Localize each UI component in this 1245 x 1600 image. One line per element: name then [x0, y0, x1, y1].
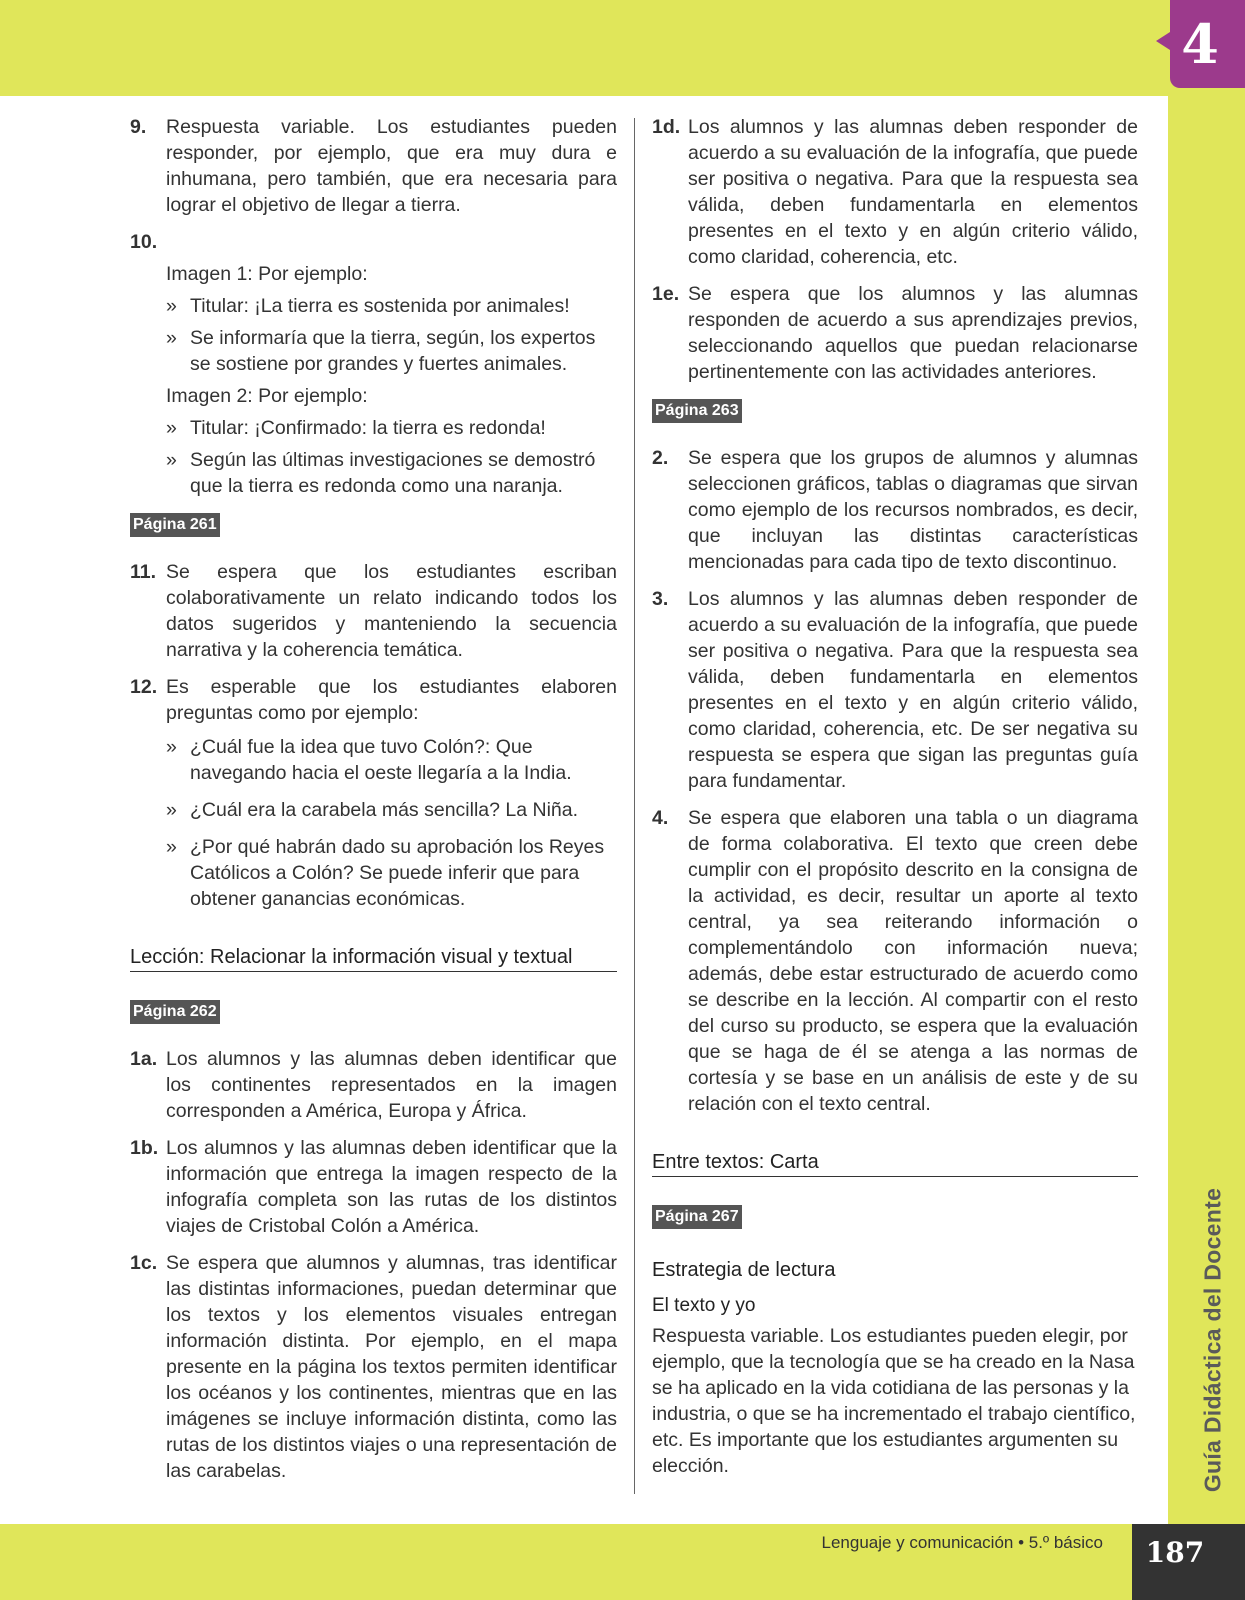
item-text: Se espera que los alumnos y las alumnas responden de acuerdo a sus aprendizajes previos, seleccionando aquellos que puedan relacionarse pertinentemente con las actividades anteriores.: [688, 283, 1138, 383]
left-column: [130, 114, 617, 1495]
item-text: Es esperable que los estudiantes elaboren preguntas como por ejemplo:: [166, 676, 617, 724]
answer-item: [130, 229, 617, 255]
list-item-text: Titular: ¡Confirmado: la tierra es redonda!: [190, 417, 546, 439]
item-text: Se espera que alumnos y alumnas, tras identificar las distintas informaciones, puedan determinar que los textos y los elementos visuales entregan información distinta. Por ejemplo, en el mapa presente en la página los textos permiten identificar los océanos y los continentes, mientras que en las imágenes se incluye información distinta, como las rutas de los distintos viajes o una representación de las carabelas.: [166, 1252, 617, 1482]
list-item: [130, 734, 617, 786]
item-number: 1e.: [652, 283, 680, 305]
item-number: 11.: [130, 561, 157, 583]
page-tag: Página 262: [130, 1000, 220, 1024]
list-item: [130, 293, 617, 319]
answer-item: [130, 1250, 617, 1484]
page-number-box: [1132, 1524, 1245, 1600]
list-item-text: ¿Por qué habrán dado su aprobación los Reyes Católicos a Colón? Se puede inferir que para obtener ganancias económicas.: [190, 836, 605, 910]
chapter-tab: [1170, 0, 1245, 88]
bullet-icon: »: [166, 449, 177, 471]
item-number: 12.: [130, 676, 158, 698]
list-item-text: Se informaría que la tierra, según, los expertos se sostiene por grandes y fuertes animales.: [190, 327, 596, 375]
answer-item: [130, 1046, 617, 1124]
item-text: Se espera que elaboren una tabla o un diagrama de forma colaborativa. El texto que creen debe cumplir con el propósito descrito en la consigna de la actividad, es decir, resultar un aporte al texto central, ya sea reiterando información o complementándolo con información nueva; además, debe estar estructurado de acuerdo como se describe en la lección. Al compartir con el resto del curso su producto, se espera que la evaluación que se haga de él se atenga a las normas de cortesía y se base en un análisis de este y de su relación con el texto central.: [688, 807, 1138, 1115]
item-text: Los alumnos y las alumnas deben identificar que los continentes representados en la imagen corresponden a América, Europa y África.: [166, 1048, 617, 1122]
page-tag: Página 261: [130, 513, 220, 537]
answer-item: [652, 805, 1138, 1117]
item-number: 1c.: [130, 1252, 158, 1274]
page-tag: Página 263: [652, 399, 742, 423]
list-item-text: ¿Cuál era la carabela más sencilla? La Niña.: [190, 799, 579, 821]
bullet-icon: »: [166, 417, 177, 439]
paragraph: Respuesta variable. Los estudiantes pueden elegir, por ejemplo, que la tecnología que se ha creado en la Nasa se ha aplicado en la vida cotidiana de las personas y la industria, o que se ha incrementado el trabajo científico, etc. Es importante que los estudiantes argumenten su elección.: [652, 1325, 1136, 1477]
section-subheading: El texto y yo: [652, 1295, 756, 1316]
footer-text: Lenguaje y comunicación • 5.º básico: [821, 1533, 1103, 1552]
item-number: 4.: [652, 807, 669, 829]
right-column: [652, 114, 1138, 1479]
lesson-heading: Entre textos: Carta: [652, 1149, 1138, 1177]
list-item: [130, 797, 617, 823]
answer-item: [652, 281, 1138, 385]
list-item: [130, 325, 617, 377]
item-number: 3.: [652, 588, 669, 610]
answer-item: [652, 114, 1138, 270]
item-number: 1a.: [130, 1048, 158, 1070]
list-item-text: Titular: ¡La tierra es sostenida por animales!: [190, 295, 570, 317]
item-text: Los alumnos y las alumnas deben identificar que la información que entrega la imagen respecto de la infografía completa son las rutas de los distintos viajes de Cristobal Colón a América.: [166, 1137, 617, 1237]
item-number: 9.: [130, 116, 147, 138]
bullet-icon: »: [166, 836, 177, 858]
example-label: Imagen 2: Por ejemplo:: [166, 385, 368, 407]
page-tag: Página 267: [652, 1205, 742, 1229]
bullet-icon: »: [166, 295, 177, 317]
top-band: [0, 0, 1245, 96]
column-divider: [634, 118, 635, 1494]
answer-item: [130, 559, 617, 663]
item-text: Respuesta variable. Los estudiantes pueden responder, por ejemplo, que era muy dura e inhumana, pero también, que era necesaria para lograr el objetivo de llegar a tierra.: [166, 116, 617, 216]
item-number: 2.: [652, 447, 669, 469]
example-label: Imagen 1: Por ejemplo:: [166, 263, 368, 285]
item-text: Los alumnos y las alumnas deben responder de acuerdo a su evaluación de la infografía, que puede ser positiva o negativa. Para que la respuesta sea válida, deben fundamentarla en elementos presentes en el texto y en algún criterio válido, como claridad, coherencia, etc. De ser negativa su respuesta se espera que sigan las preguntas guía para fundamentar.: [688, 588, 1138, 792]
list-item-text: ¿Cuál fue la idea que tuvo Colón?: Que navegando hacia el oeste llegaría a la India.: [190, 736, 572, 784]
chapter-number: 4: [1181, 12, 1219, 76]
list-item: [130, 834, 617, 912]
list-item-text: Según las últimas investigaciones se demostró que la tierra es redonda como una naranja.: [190, 449, 596, 497]
item-text: Se espera que los estudiantes escriban colaborativamente un relato indicando todos los datos sugeridos y manteniendo la secuencia narrativa y la coherencia temática.: [166, 561, 617, 661]
answer-item: [652, 445, 1138, 575]
item-number: 1d.: [652, 116, 681, 138]
answer-item: [130, 674, 617, 726]
answer-item: [652, 586, 1138, 794]
bullet-icon: »: [166, 799, 177, 821]
lesson-heading: Lección: Relacionar la información visual y textual: [130, 944, 617, 972]
list-item: [130, 447, 617, 499]
answer-item: [130, 1135, 617, 1239]
item-number: 1b.: [130, 1137, 159, 1159]
page-number: 187: [1145, 1536, 1205, 1569]
sidebar-title: Guía Didáctica del Docente: [1199, 1187, 1226, 1493]
answer-item: [130, 114, 617, 218]
bullet-icon: »: [166, 327, 177, 349]
item-text: Se espera que los grupos de alumnos y alumnas seleccionen gráficos, tablas o diagramas que sirvan como ejemplo de los recursos nombrados, es decir, que incluyan las distintas características mencionadas para cada tipo de texto discontinuo.: [688, 447, 1138, 573]
list-item: [130, 415, 617, 441]
item-number: 10.: [130, 231, 158, 253]
bullet-icon: »: [166, 736, 177, 758]
item-text: Los alumnos y las alumnas deben responder de acuerdo a su evaluación de la infografía, que puede ser positiva o negativa. Para que la respuesta sea válida, deben fundamentarla en elementos presentes en el texto y en algún criterio válido, como claridad, coherencia, etc.: [688, 116, 1138, 268]
section-heading: Estrategia de lectura: [652, 1259, 836, 1281]
